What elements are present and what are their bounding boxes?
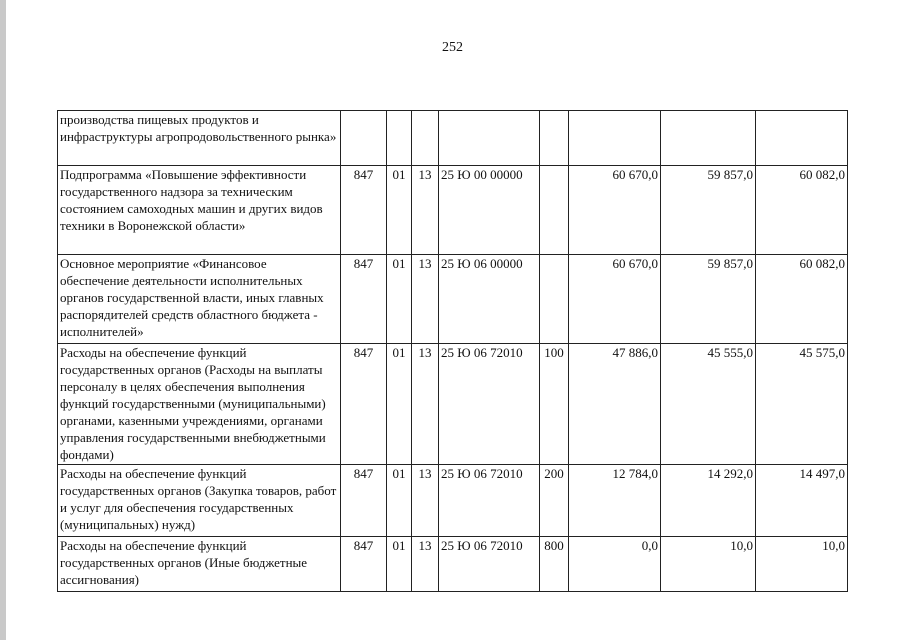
ved-cell: 847 [341, 255, 387, 344]
page-number: 252 [442, 40, 463, 55]
ved-cell: 847 [341, 344, 387, 465]
pr-cell: 13 [412, 166, 439, 255]
sum-1-cell [569, 111, 661, 166]
csr-cell: 25 Ю 06 72010 [439, 537, 540, 592]
row-name: производства пищевых продуктов и инфраструктуры агропродовольственного рынка» [58, 111, 341, 166]
row-name: Расходы на обеспечение функций государственных органов (Иные бюджетные ассигнования) [58, 537, 341, 592]
pr-cell: 13 [412, 537, 439, 592]
pr-cell: 13 [412, 255, 439, 344]
sum-1-cell: 0,0 [569, 537, 661, 592]
sum-2-cell: 59 857,0 [661, 255, 756, 344]
vr-cell [540, 255, 569, 344]
row-name: Расходы на обеспечение функций государственных органов (Закупка товаров, работ и услуг для обеспечения государственных (муниципальных) нужд) [58, 465, 341, 537]
pr-cell [412, 111, 439, 166]
sum-1-cell: 60 670,0 [569, 166, 661, 255]
sum-1-cell: 47 886,0 [569, 344, 661, 465]
pr-cell: 13 [412, 344, 439, 465]
rz-cell: 01 [387, 255, 412, 344]
sum-3-cell: 45 575,0 [756, 344, 848, 465]
vr-cell [540, 111, 569, 166]
csr-cell: 25 Ю 06 72010 [439, 465, 540, 537]
table-row [58, 465, 848, 537]
budget-table [57, 110, 848, 592]
table-row [58, 344, 848, 465]
sum-3-cell [756, 111, 848, 166]
sum-2-cell [661, 111, 756, 166]
ved-cell [341, 111, 387, 166]
vr-cell: 100 [540, 344, 569, 465]
pr-cell: 13 [412, 465, 439, 537]
csr-cell: 25 Ю 06 00000 [439, 255, 540, 344]
sum-1-cell: 12 784,0 [569, 465, 661, 537]
vr-cell: 800 [540, 537, 569, 592]
rz-cell: 01 [387, 537, 412, 592]
table-row [58, 255, 848, 344]
row-name: Расходы на обеспечение функций государственных органов (Расходы на выплаты персоналу в целях обеспечения выполнения функций государственными (муниципальными) органами, казенными учреждениями, органами управления государственными внебюджетными фондами) [58, 344, 341, 465]
ved-cell: 847 [341, 537, 387, 592]
sum-2-cell: 10,0 [661, 537, 756, 592]
table-row [58, 537, 848, 592]
sum-3-cell: 14 497,0 [756, 465, 848, 537]
rz-cell [387, 111, 412, 166]
table-row [58, 166, 848, 255]
rz-cell: 01 [387, 344, 412, 465]
csr-cell: 25 Ю 00 00000 [439, 166, 540, 255]
sum-3-cell: 60 082,0 [756, 166, 848, 255]
sum-2-cell: 59 857,0 [661, 166, 756, 255]
table-row [58, 111, 848, 166]
csr-cell [439, 111, 540, 166]
sum-3-cell: 60 082,0 [756, 255, 848, 344]
sum-1-cell: 60 670,0 [569, 255, 661, 344]
ved-cell: 847 [341, 465, 387, 537]
csr-cell: 25 Ю 06 72010 [439, 344, 540, 465]
rz-cell: 01 [387, 465, 412, 537]
ved-cell: 847 [341, 166, 387, 255]
vr-cell [540, 166, 569, 255]
page-edge [0, 0, 6, 640]
sum-3-cell: 10,0 [756, 537, 848, 592]
rz-cell: 01 [387, 166, 412, 255]
sum-2-cell: 45 555,0 [661, 344, 756, 465]
sum-2-cell: 14 292,0 [661, 465, 756, 537]
table-body [58, 111, 848, 592]
row-name: Подпрограмма «Повышение эффективности государственного надзора за техническим состоянием самоходных машин и других видов техники в Воронежской области» [58, 166, 341, 255]
vr-cell: 200 [540, 465, 569, 537]
row-name: Основное мероприятие «Финансовое обеспечение деятельности исполнительных органов государственной власти, иных главных распорядителей средств областного бюджета - исполнителей» [58, 255, 341, 344]
